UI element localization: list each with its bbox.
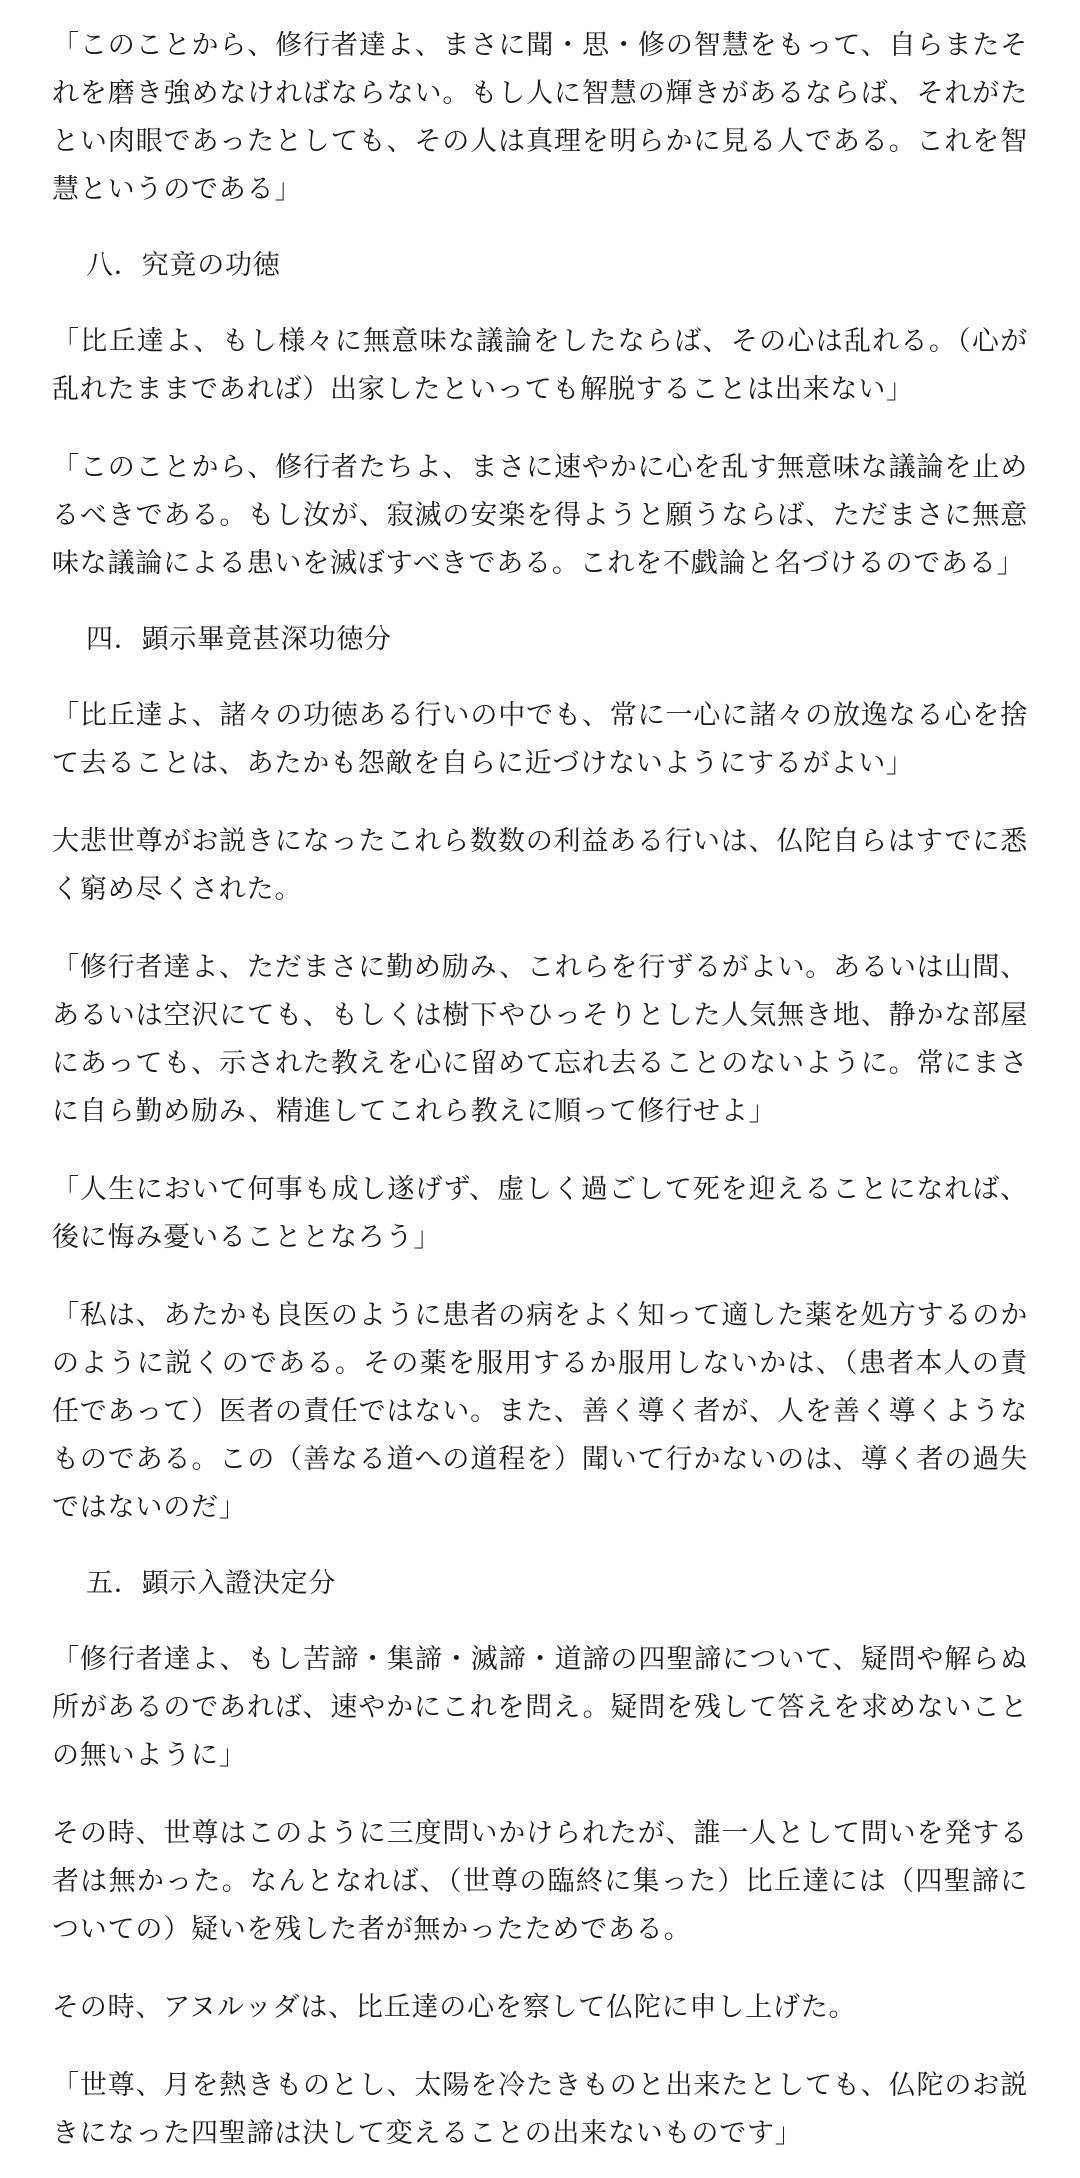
paragraph-12: 「世尊、月を熱きものとし、太陽を冷たきものと出来たとしても、仏陀のお説きになった四聖諦は決して変えることの出来ないものです」 bbox=[52, 2070, 1028, 2149]
paragraph-4: 「比丘達よ、諸々の功徳ある行いの中でも、常に一心に諸々の放逸なる心を捨て去ることは、あたかも怨敵を自らに近づけないようにするがよい」 bbox=[52, 700, 1028, 779]
paragraph-6: 「修行者達よ、ただまさに勤め励み、これらを行ずるがよい。あるいは山間、あるいは空沢にても、もしくは樹下やひっそりとした人気無き地、静かな部屋にあっても、示された教えを心に留めて忘れ去ることのないように。常にまさに自ら勤め励み、精進してこれら教えに順って修行せよ」 bbox=[52, 952, 1028, 1127]
paragraph-10: その時、世尊はこのように三度問いかけられたが、誰一人として問いを発する者は無かった。なんとなれば、（世尊の臨終に集った）比丘達には（四聖諦についての）疑いを残した者が無かったためである。 bbox=[52, 1818, 1028, 1945]
paragraph-8: 「私は、あたかも良医のように患者の病をよく知って適した薬を処方するのかのように説くのである。その薬を服用するか服用しないかは、（患者本人の責任であって）医者の責任ではない。また、善く導く者が、人を善く導くようなものである。この（善なる道への道程を）聞いて行かないのは、導く者の過失ではないのだ」 bbox=[52, 1300, 1028, 1523]
paragraph-1: 「このことから、修行者達よ、まさに聞・思・修の智慧をもって、自らまたそれを磨き強めなければならない。もし人に智慧の輝きがあるならば、それがたとい肉眼であったとしても、その人は真理を明らかに見る人である。これを智慧というのである」 bbox=[52, 30, 1028, 205]
paragraph-9: 「修行者達よ、もし苦諦・集諦・滅諦・道諦の四聖諦について、疑問や解らぬ所があるのであれば、速やかにこれを問え。疑問を残して答えを求めないことの無いように」 bbox=[52, 1644, 1028, 1771]
section-heading-4: 四．顕示畢竟甚深功徳分 bbox=[86, 624, 392, 655]
section-heading-5: 五．顕示入證決定分 bbox=[86, 1568, 337, 1599]
paragraph-3: 「このことから、修行者たちよ、まさに速やかに心を乱す無意味な議論を止めるべきである。もし汝が、寂滅の安楽を得ようと願うならば、ただまさに無意味な議論による患いを滅ぼすべきである。これを不戯論と名づけるのである」 bbox=[52, 452, 1028, 579]
paragraph-11: その時、アヌルッダは、比丘達の心を察して仏陀に申し上げた。 bbox=[52, 1992, 857, 2023]
section-heading-8: 八．究竟の功徳 bbox=[86, 250, 281, 281]
paragraph-5: 大悲世尊がお説きになったこれら数数の利益ある行いは、仏陀自らはすでに悉く窮め尽くされた。 bbox=[52, 826, 1028, 905]
paragraph-2: 「比丘達よ、もし様々に無意味な議論をしたならば、その心は乱れる。（心が乱れたままであれば）出家したといっても解脱することは出来ない」 bbox=[52, 326, 1028, 405]
paragraph-7: 「人生において何事も成し遂げず、虚しく過ごして死を迎えることになれば、後に悔み憂いることとなろう」 bbox=[52, 1174, 1028, 1253]
